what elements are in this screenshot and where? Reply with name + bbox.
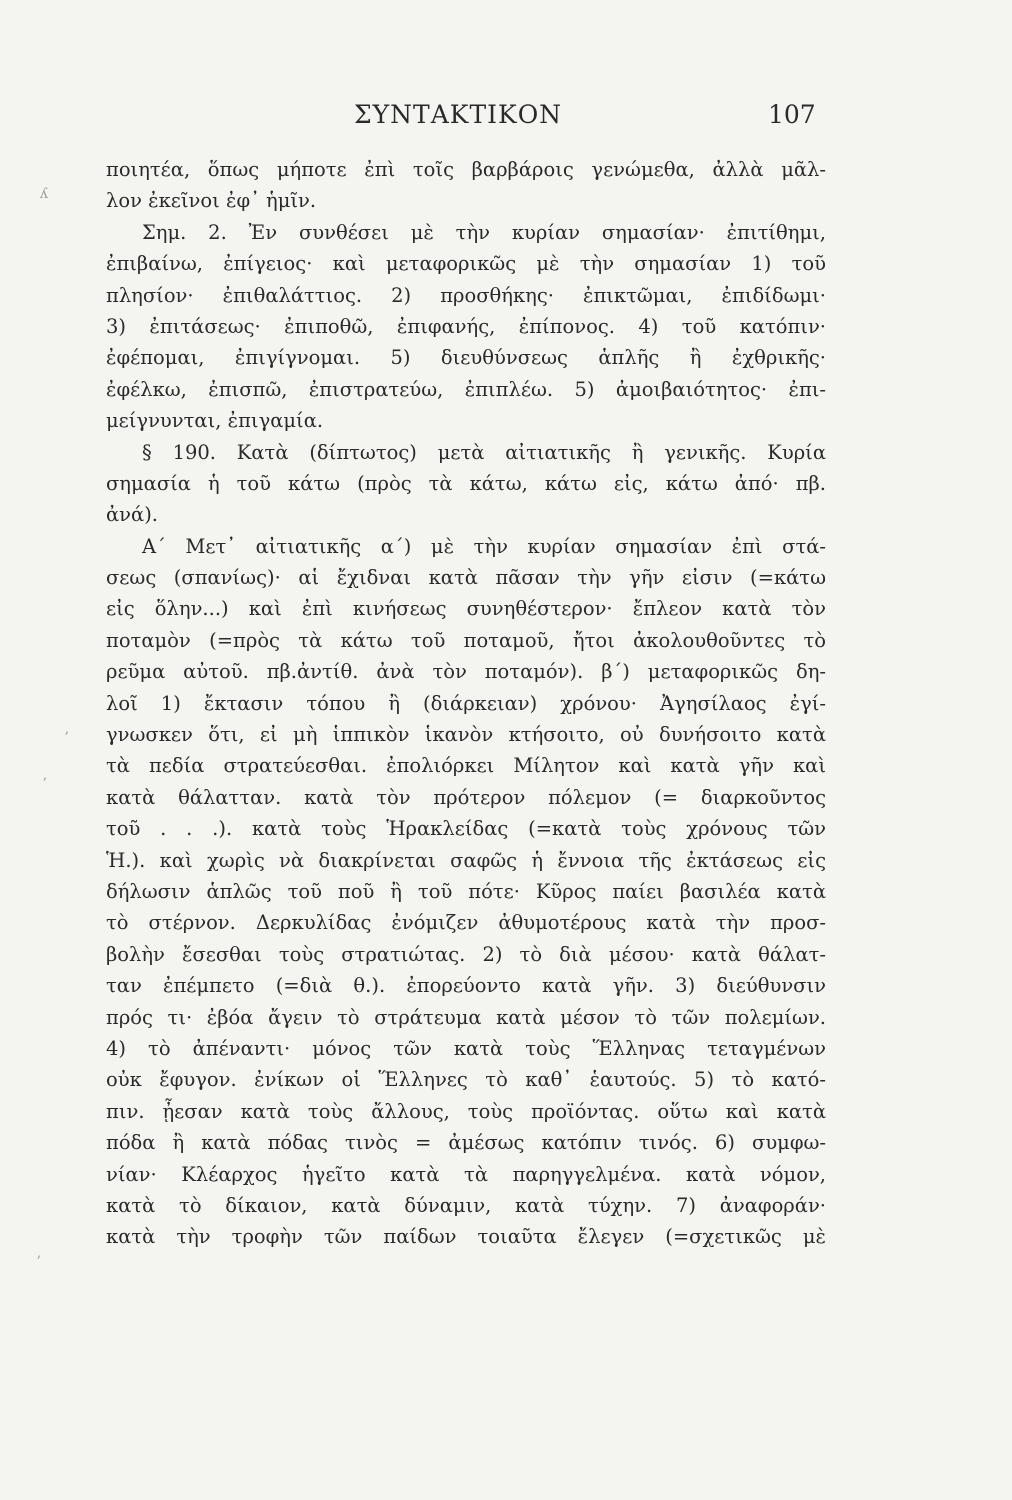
text-line: Ἡ.). καὶ χωρὶς νὰ διακρίνεται σαφῶς ἡ ἔννοια τῆς ἐκτάσεως εἰς [106,848,826,872]
text-line: τὸ στέρνον. Δερκυλίδας ἐνόμιζεν ἀθυμοτέρους κατὰ τὴν προσ- [106,911,826,935]
text-line: πόδα ἢ κατὰ πόδας τινὸς = ἀμέσως κατόπιν τινός. 6) συμφω- [106,1131,826,1155]
text-line: κατὰ τὴν τροφὴν τῶν παίδων τοιαῦτα ἔλεγεν (=σχετικῶς μὲ [106,1225,826,1249]
text-line: τὰ πεδία στρατεύεσθαι. ἐπολιόρκει Μίλητον καὶ κατὰ γῆν καὶ [106,754,826,778]
text-line: τοῦ . . .). κατὰ τοὺς Ἡρακλείδας (=κατὰ τοὺς χρόνους τῶν [106,817,826,841]
text-line: 4) τὸ ἀπέναντι· μόνος τῶν κατὰ τοὺς Ἕλληνας τεταγμένων [106,1036,826,1060]
text-line: οὐκ ἔφυγον. ἐνίκων οἱ Ἕλληνες τὸ καθ᾽ ἑαυτούς. 5) τὸ κατό- [106,1068,826,1092]
margin-mark: ʎ [40,186,48,202]
text-line: ταν ἐπέμπετο (=διὰ θ.). ἐπορεύοντο κατὰ γῆν. 3) διεύθυνσιν [106,974,826,998]
text-line: σεως (σπανίως)· αἱ ἔχιδναι κατὰ πᾶσαν τὴν γῆν εἰσιν (=κάτω [106,566,826,590]
text-line: πλησίον· ἐπιθαλάττιος. 2) προσθήκης· ἐπικτῶμαι, ἐπιδίδωμι· [106,283,826,307]
text-line: ἐφέλκω, ἐπισπῶ, ἐπιστρατεύω, ἐπιπλέω. 5) ἀμοιβαιότητος· ἐπι- [106,377,826,401]
text-line: λοῖ 1) ἔκτασιν τόπου ἢ (διάρκειαν) χρόνου· Ἀγησίλαος ἐγί- [106,691,826,715]
text-line: βολὴν ἔσεσθαι τοὺς στρατιώτας. 2) τὸ διὰ μέσου· κατὰ θάλατ- [106,942,826,966]
text-line: νίαν· Κλέαρχος ἡγεῖτο κατὰ τὰ παρηγγελμένα. κατὰ νόμον, [106,1162,826,1186]
text-line: μείγνυνται, ἐπιγαμία. [106,409,324,433]
text-line: ἐπιβαίνω, ἐπίγειος· καὶ μεταφορικῶς μὲ τὴν σημασίαν 1) τοῦ [106,252,826,276]
text-line: κατὰ τὸ δίκαιον, κατὰ δύναμιν, κατὰ τύχην. 7) ἀναφοράν· [106,1193,826,1217]
margin-mark: ʼ [64,730,69,746]
text-line: ποιητέα, ὅπως μήποτε ἐπὶ τοῖς βαρβάροις γενώμεθα, ἀλλὰ μᾶλ- [106,158,826,181]
page-header [0,100,1012,140]
text-line: Σημ. 2. Ἐν συνθέσει μὲ τὴν κυρίαν σημασίαν· ἐπιτίθημι, [142,220,826,244]
text-line: πρός τι· ἐβόα ἄγειν τὸ στράτευμα κατὰ μέσον τὸ τῶν πολεμίων. [106,1005,826,1029]
running-title: ΣΥΝΤΑΚΤΙΚΟΝ [354,100,563,129]
text-line: δήλωσιν ἁπλῶς τοῦ ποῦ ἢ τοῦ πότε· Κῦρος παίει βασιλέα κατὰ [106,879,826,903]
text-line: ἀνά). [106,503,158,527]
text-line: εἰς ὅλην...) καὶ ἐπὶ κινήσεως συνηθέστερον· ἔπλεον κατὰ τὸν [106,597,826,621]
text-line: πιν. ᾖεσαν κατὰ τοὺς ἄλλους, τοὺς προϊόντας. οὕτω καὶ κατὰ [106,1099,826,1123]
text-line: γνωσκεν ὅτι, εἰ μὴ ἱππικὸν ἱκανὸν κτήσοιτο, οὐ δυνήσοιτο κατὰ [106,723,826,747]
text-line: ρεῦμα αὐτοῦ. πβ.ἀντίθ. ἀνὰ τὸν ποταμόν). β΄) μεταφορικῶς δη- [106,660,826,684]
text-line: λον ἐκεῖνοι ἐφ᾽ ἡμῖν. [106,189,317,213]
text-line: κατὰ θάλατταν. κατὰ τὸν πρότερον πόλεμον (= διαρκοῦντος [106,785,826,809]
text-line: ποταμὸν (=πρὸς τὰ κάτω τοῦ ποταμοῦ, ἤτοι ἀκολουθοῦντες τὸ [106,628,826,652]
text-line: ἐφέπομαι, ἐπιγίγνομαι. 5) διευθύνσεως ἁπλῆς ἢ ἐχθρικῆς· [106,346,826,370]
section-heading-line: § 190. Κατὰ (δίπτωτος) μετὰ αἰτιατικῆς ἢ γενικῆς. Κυρία [142,440,826,464]
text-line: Α΄ Μετ᾽ αἰτιατικῆς α΄) μὲ τὴν κυρίαν σημασίαν ἐπὶ στά- [142,534,826,558]
body-text [106,154,826,1253]
margin-mark: ʼ [36,1254,41,1270]
text-line: 3) ἐπιτάσεως· ἐπιποθῶ, ἐπιφανής, ἐπίπονος. 4) τοῦ κατόπιν· [106,314,826,338]
margin-mark: ʼ [42,776,47,792]
text-line: σημασία ἡ τοῦ κάτω (πρὸς τὰ κάτω, κάτω εἰς, κάτω ἀπό· πβ. [106,471,826,495]
page-number: 107 [768,100,816,129]
